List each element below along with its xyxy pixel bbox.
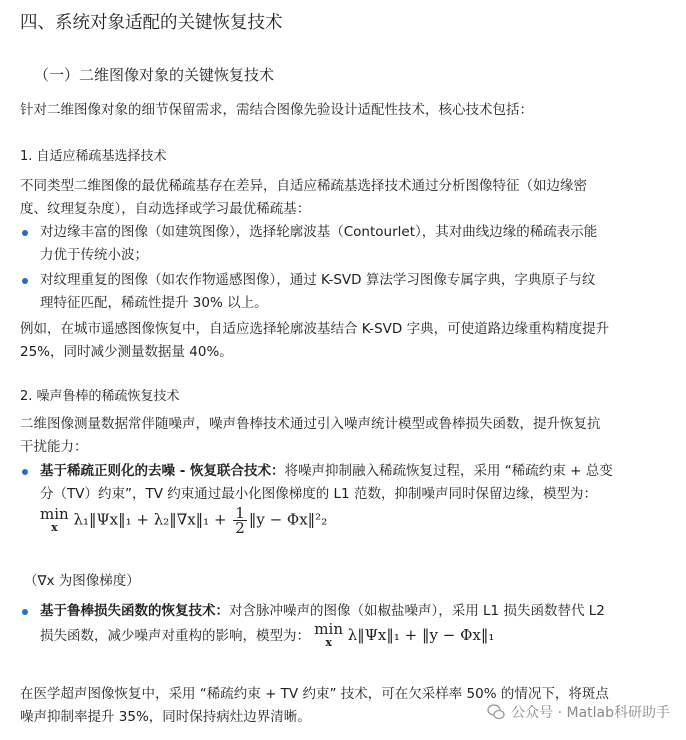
gradient-note: （∇x 为图像梯度） bbox=[24, 573, 140, 589]
section1-paragraph bbox=[20, 175, 587, 221]
bold-lead: 基于稀疏正则化的去噪 - 恢复联合技术： bbox=[40, 463, 285, 479]
text-run: 将噪声抑制融入稀疏恢复过程，采用 “稀疏约束 + 总变 bbox=[284, 463, 613, 479]
example-paragraph bbox=[20, 318, 609, 364]
intro-text: 针对二维图像对象的细节保留需求，需结合图像先验设计适配性技术，核心技术包括： bbox=[20, 102, 533, 118]
bullet-dot bbox=[22, 230, 28, 236]
text-line: 在医学超声图像恢复中，采用 “稀疏约束 + TV 约束” 技术，可在欠采样率 50% 的情况下，将斑点 bbox=[20, 686, 609, 702]
bullet-dot bbox=[22, 609, 28, 615]
text-run: 对含脉冲噪声的图像（如椒盐噪声），采用 L1 损失函数替代 L2 bbox=[229, 603, 605, 619]
text-line bbox=[40, 460, 640, 483]
min-operator: min x bbox=[40, 504, 69, 534]
section2-paragraph bbox=[20, 413, 601, 459]
bold-lead: 基于鲁棒损失函数的恢复技术： bbox=[40, 603, 229, 619]
text-line: 二维图像测量数据常伴随噪声，噪声鲁棒技术通过引入噪声统计模型或鲁棒损失函数，提升恢复抗 bbox=[20, 416, 601, 432]
text-line: 噪声抑制率提升 35%，同时保持病灶边界清晰。 bbox=[20, 709, 311, 725]
subsection-heading: （一）二维图像对象的关键恢复技术 bbox=[34, 66, 275, 84]
text-line: 干扰能力： bbox=[20, 439, 88, 455]
formula-part: ‖y − Φx‖²₂ bbox=[248, 510, 328, 529]
section1-title: 1. 自适应稀疏基选择技术 bbox=[20, 149, 167, 164]
list-item bbox=[40, 269, 640, 315]
list-item bbox=[40, 600, 640, 649]
watermark-text: 公众号 · Matlab科研助手 bbox=[511, 705, 670, 721]
fraction: $\frac{1}{2}$ bbox=[235, 504, 245, 537]
text-line: 分（TV）约束”，TV 约束通过最小化图像梯度的 L1 范数，抑制噪声同时保留边缘，模型为： bbox=[40, 486, 597, 502]
text-line: 度、纹理复杂度），自动选择或学习最优稀疏基： bbox=[20, 201, 311, 217]
bullet-dot bbox=[22, 278, 28, 284]
min-operator: min x bbox=[314, 620, 343, 649]
text-line: 理特征匹配，稀疏性提升 30% 以上。 bbox=[40, 295, 268, 311]
text-line: 不同类型二维图像的最优稀疏基存在差异，自适应稀疏基选择技术通过分析图像特征（如边缘密 bbox=[20, 178, 587, 194]
text-line: 力优于传统小波； bbox=[40, 247, 148, 263]
text-line: 例如，在城市遥感图像恢复中，自适应选择轮廓波基结合 K-SVD 字典，可使道路边缘重构精度提升 bbox=[20, 321, 610, 337]
formula-l1: min x λ‖Ψx‖₁ + ‖y − Φx‖₁ bbox=[314, 620, 495, 649]
watermark bbox=[487, 702, 670, 722]
wechat-icon bbox=[487, 703, 505, 721]
section2-title: 2. 噪声鲁棒的稀疏恢复技术 bbox=[20, 389, 180, 404]
section-heading: 四、系统对象适配的关键恢复技术 bbox=[20, 13, 283, 33]
text-line: 损失函数，减少噪声对重构的影响，模型为： min x λ‖Ψx‖₁ + ‖y − Φx‖₁ bbox=[40, 620, 495, 649]
bullet-dot bbox=[22, 469, 28, 475]
formula-tv bbox=[40, 506, 327, 535]
formula-part: λ₁‖Ψx‖₁ + λ₂‖∇x‖₁ + bbox=[73, 510, 232, 529]
list-item bbox=[40, 460, 640, 506]
text-line: 对纹理重复的图像（如农作物遥感图像），通过 K-SVD 算法学习图像专属字典，字典原子与纹 bbox=[40, 272, 596, 288]
text-line: 对边缘丰富的图像（如建筑图像），选择轮廓波基（Contourlet），其对曲线边缘的稀疏表示能 bbox=[40, 224, 598, 240]
text-line: 25%，同时减少测量数据量 40%。 bbox=[20, 344, 233, 360]
list-item bbox=[40, 221, 640, 267]
